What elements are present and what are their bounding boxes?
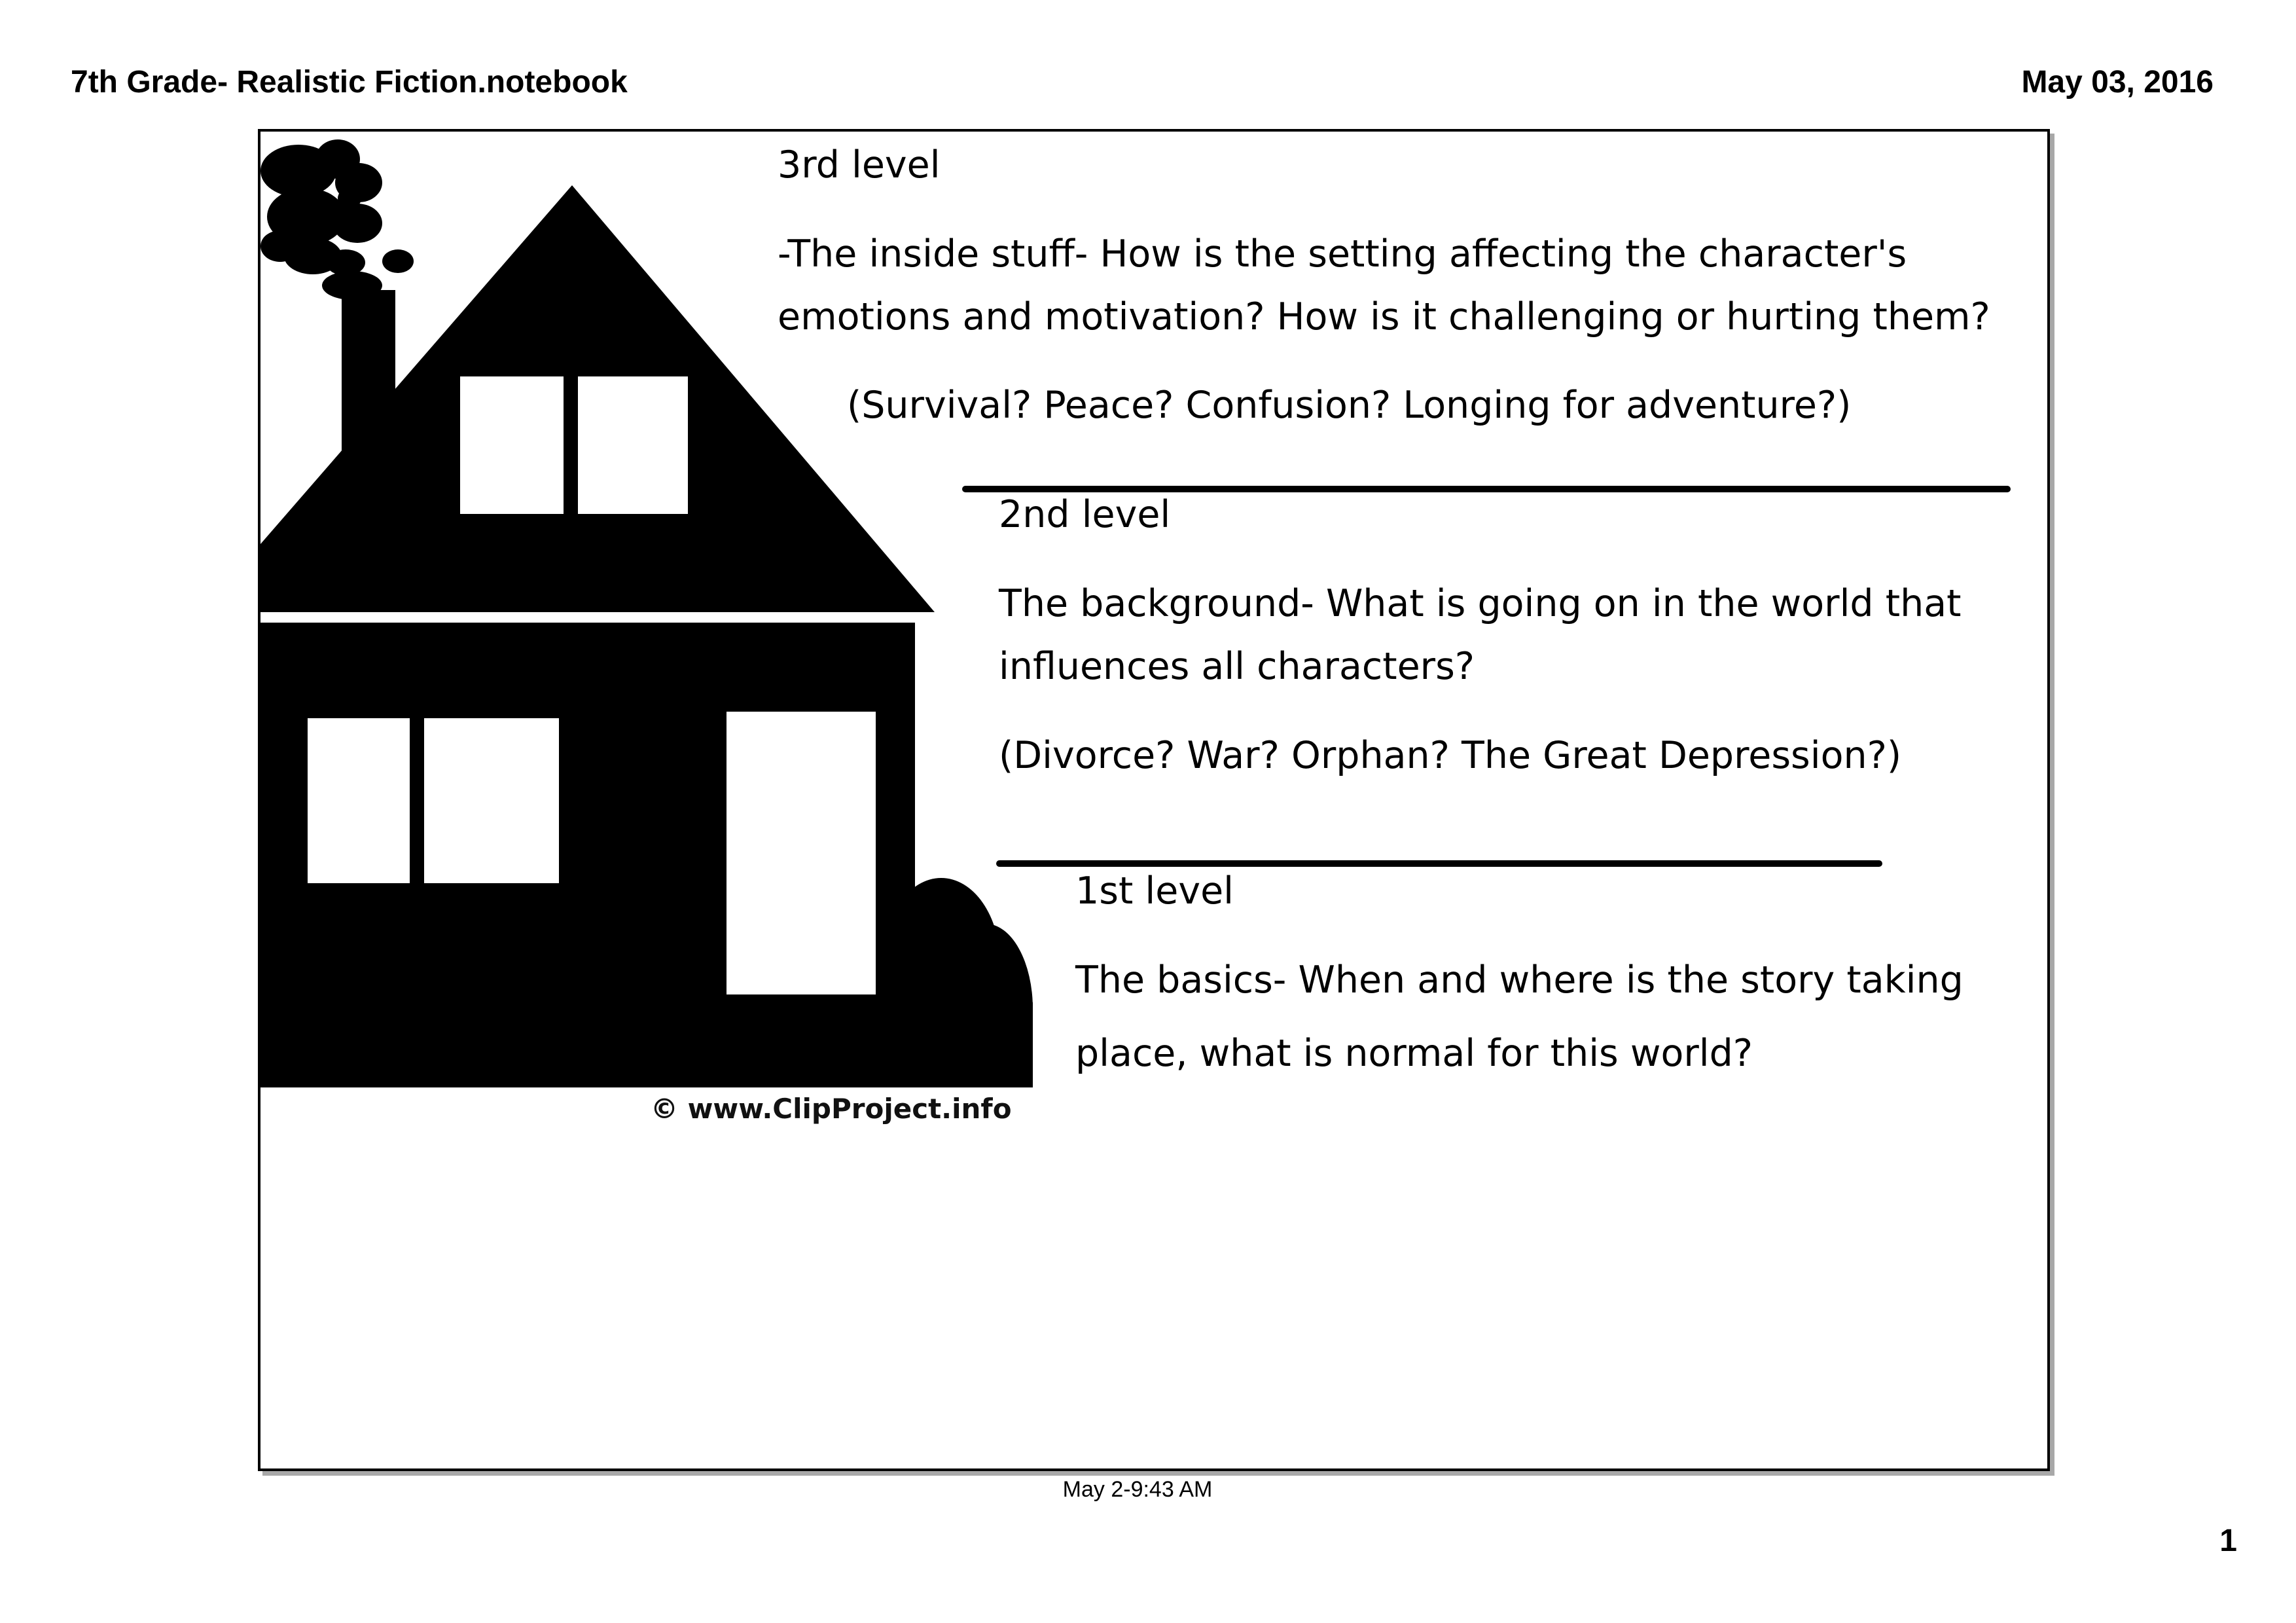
- level-3-examples: (Survival? Peace? Confusion? Longing for adventure?): [847, 384, 1852, 427]
- level-3-description-line: -The inside stuff- How is the setting affecting the character's: [778, 232, 1907, 276]
- smoke-puff: [382, 249, 414, 273]
- level-2-examples: (Divorce? War? Orphan? The Great Depression?): [999, 734, 1902, 777]
- bush: [915, 1002, 1033, 1087]
- level-1-description-line: place, what is normal for this world?: [1075, 1032, 1753, 1075]
- level-1-description-line: The basics- When and where is the story taking: [1075, 958, 1964, 1002]
- page-number: 1: [2219, 1523, 2237, 1558]
- lower-window: [424, 718, 559, 883]
- smoke-puff: [332, 204, 382, 243]
- upper-window: [460, 376, 564, 514]
- document-title: 7th Grade- Realistic Fiction.notebook: [71, 65, 628, 100]
- level-3-heading: 3rd level: [778, 143, 941, 187]
- level-2-description-line: The background- What is going on in the world that: [999, 582, 1962, 625]
- slide-timestamp: [0, 1475, 2296, 1504]
- image-watermark: © www.ClipProject.info: [651, 1093, 1012, 1125]
- door: [726, 712, 876, 994]
- notebook-slide: [258, 129, 2050, 1471]
- level-2-heading: 2nd level: [999, 493, 1171, 536]
- smoke-puff: [260, 230, 300, 262]
- slide-timestamp-text: May 2-9:43 AM: [1062, 1477, 1213, 1502]
- level-3-description-line: emotions and motivation? How is it challenging or hurting them?: [778, 295, 1990, 338]
- upper-window: [578, 376, 688, 514]
- smoke-puff: [338, 188, 361, 209]
- level-1-heading: 1st level: [1075, 869, 1234, 913]
- level-2-description-line: influences all characters?: [999, 645, 1475, 688]
- document-date: May 03, 2016: [2021, 65, 2214, 100]
- lower-window: [308, 718, 410, 883]
